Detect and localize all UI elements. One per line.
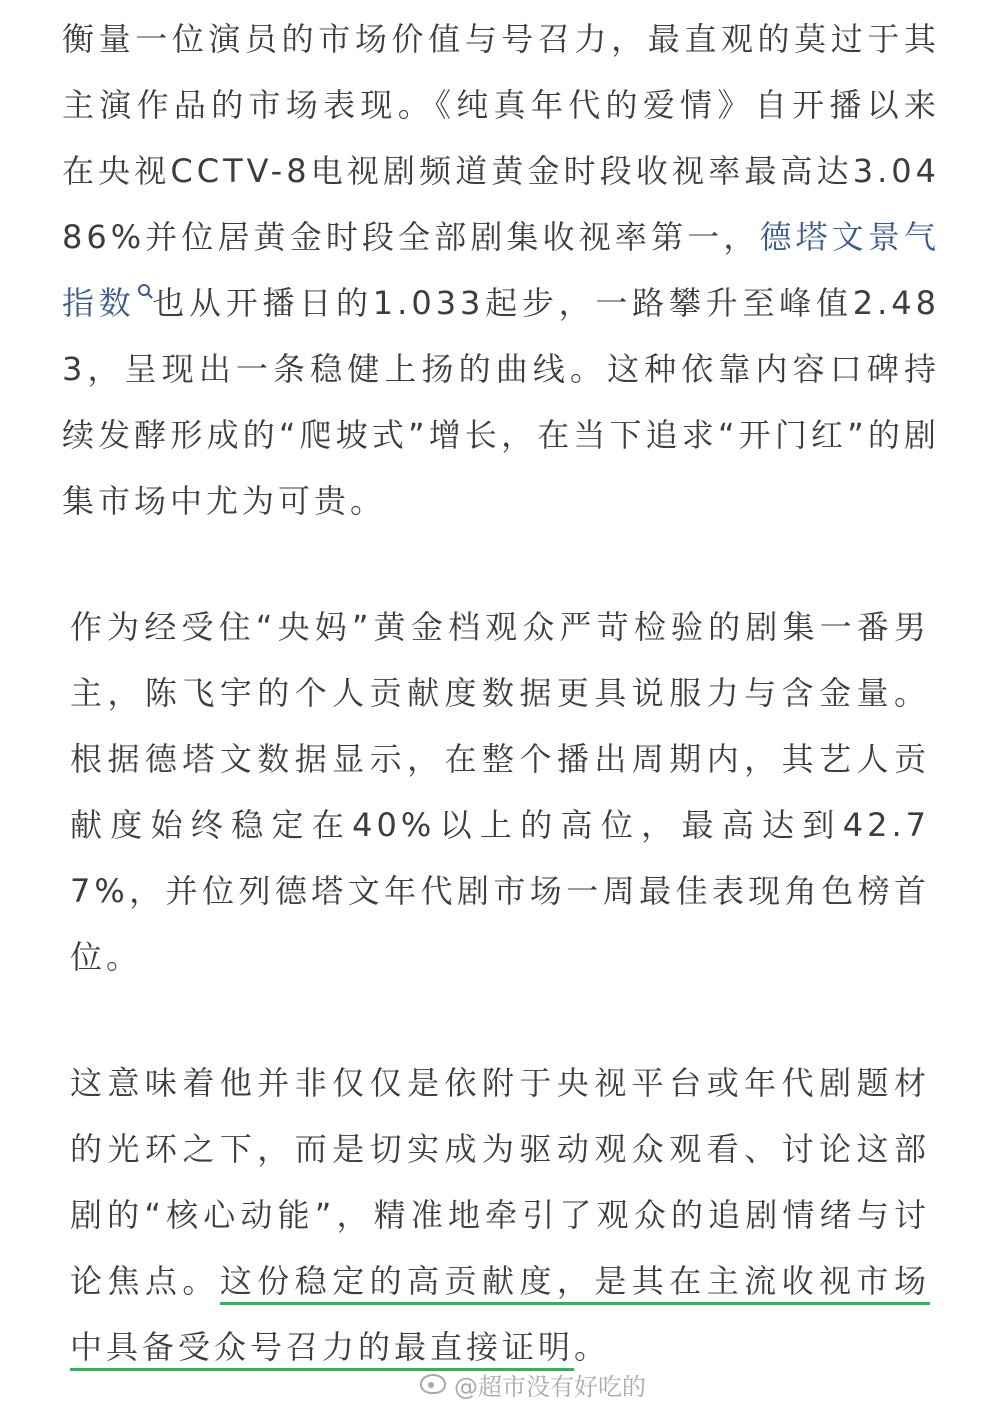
paragraph-contribution-data [70,594,930,990]
paragraph-text: 也从开播日的1.033起步，一路攀升至峰值2.483，呈现出一条稳健上扬的曲线。这种依靠内容口碑持续发酵形成的“爬坡式”增长，在当下追求“开门红”的剧集市场中尤为可贵。 [62,284,940,520]
index-link-label: 德塔文景气指数 [62,218,940,322]
highlighted-sentence: 这份稳定的高贡献度，是其在主流收视市场中具备受众号召力的最直接证明 [70,1262,930,1366]
search-icon [138,284,150,296]
paragraph-market-performance [62,6,940,534]
weibo-watermark [420,1366,646,1402]
paragraph-text: 衡量一位演员的市场价值与号召力，最直观的莫过于其主演作品的市场表现。《纯真年代的爱情》自开播以来在央视CCTV-8电视剧频道黄金时段收视率最高达3.0486%并位居黄金时段全部剧集收视率第一， [62,20,940,256]
paragraph-text: 。 [574,1328,611,1366]
weibo-logo-icon [420,1374,446,1394]
watermark-text: @超市没有好吃的 [454,1372,646,1401]
paragraph-core-driver [70,1050,930,1380]
paragraph-text: 这意味着他并非仅仅是依附于央视平台或年代剧题材的光环之下，而是切实成为驱动观众观看、讨论这部剧的“核心动能”，精准地牵引了观众的追剧情绪与讨论焦点。 [70,1064,930,1300]
paragraph-text: 作为经受住“央妈”黄金档观众严苛检验的剧集一番男主，陈飞宇的个人贡献度数据更具说服力与含金量。根据德塔文数据显示，在整个播出周期内，其艺人贡献度始终稳定在40%以上的高位，最高达到42.77%，并位列德塔文年代剧市场一周最佳表现角色榜首位。 [70,608,930,976]
